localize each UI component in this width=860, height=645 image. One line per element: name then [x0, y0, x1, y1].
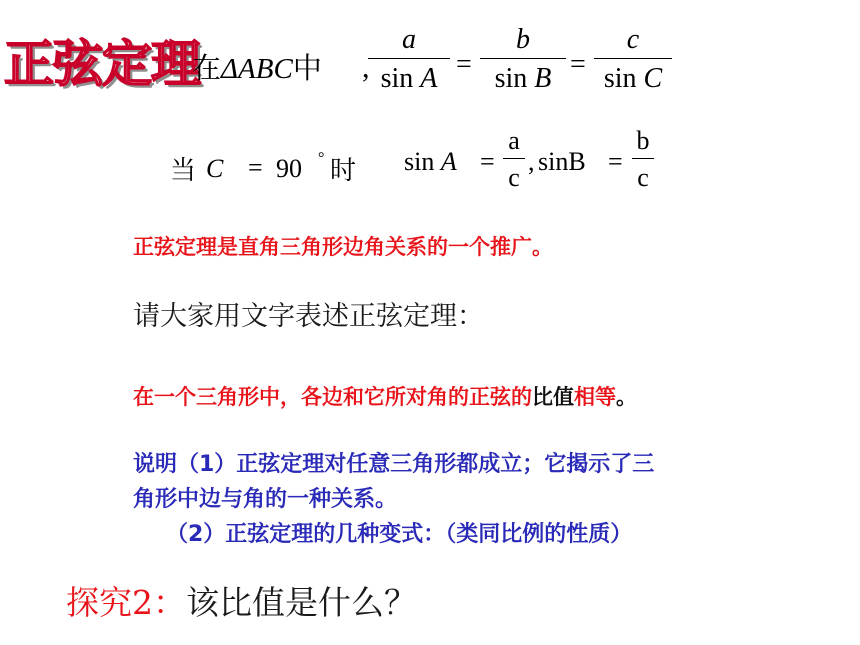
fraction-bar	[480, 58, 566, 59]
law-prefix: 在	[192, 53, 222, 85]
denominator: sin C	[603, 63, 663, 94]
sin-a-expression: sin A	[404, 147, 457, 176]
note-line-1: 说明（1）正弦定理对任意三角形都成立；它揭示了三	[133, 452, 655, 477]
note-line-3: （2）正弦定理的几种变式：（类同比例的性质）	[166, 522, 633, 547]
fraction-a-over-sin-a	[368, 26, 450, 93]
equals-sign-4: =	[608, 147, 623, 176]
statement-equal: 相等	[574, 385, 616, 409]
denominator: sin A	[380, 63, 438, 94]
explore-label: 探究2：	[66, 583, 186, 622]
fraction-a-over-c	[503, 128, 525, 191]
slide-title: 正弦定理	[4, 35, 200, 93]
note-line-2: 角形中边与角的一种关系。	[133, 487, 398, 512]
generalization-note: 正弦定理是直角三角形边角关系的一个推广。	[133, 235, 553, 259]
statement-part1: 在一个三角形中，各边和它所对角的正弦的	[133, 385, 532, 409]
explore-question: 该比值是什么？	[186, 583, 417, 622]
fraction-b-over-sin-b	[480, 26, 566, 93]
angle-value: 90	[276, 154, 302, 183]
denominator: c	[508, 163, 520, 192]
fraction-b-over-c	[632, 128, 654, 191]
numerator: a	[402, 24, 416, 55]
law-triangle: ΔABC	[221, 53, 293, 85]
fraction-bar	[632, 158, 654, 159]
fraction-bar	[594, 58, 672, 59]
explore-line	[66, 577, 417, 624]
angle-variable: C	[206, 154, 224, 183]
equals-sign-3: =	[480, 147, 495, 176]
theorem-statement	[133, 381, 637, 411]
prompt-text: 请大家用文字表述正弦定理：	[133, 301, 484, 332]
separator-comma: ,	[528, 147, 535, 176]
law-comma: ,	[362, 51, 370, 84]
denominator: sin B	[494, 63, 552, 94]
equals-sign-2: =	[570, 49, 586, 80]
when-label: 当	[170, 156, 197, 185]
numerator: a	[508, 126, 520, 155]
statement-ratio: 比值	[532, 385, 574, 409]
degree-symbol: °	[318, 150, 325, 167]
numerator: b	[636, 126, 650, 155]
time-label: 时	[330, 156, 357, 185]
law-suffix: 中	[292, 53, 322, 85]
numerator: c	[626, 24, 640, 55]
statement-period: 。	[616, 385, 637, 409]
numerator: b	[516, 24, 530, 55]
fraction-bar	[368, 58, 450, 59]
angle-equals: =	[248, 153, 263, 182]
fraction-bar	[503, 158, 525, 159]
denominator: c	[637, 163, 649, 192]
fraction-c-over-sin-c	[594, 26, 672, 93]
equals-sign-1: =	[456, 49, 472, 80]
sin-b-expression: sinB	[538, 147, 586, 176]
